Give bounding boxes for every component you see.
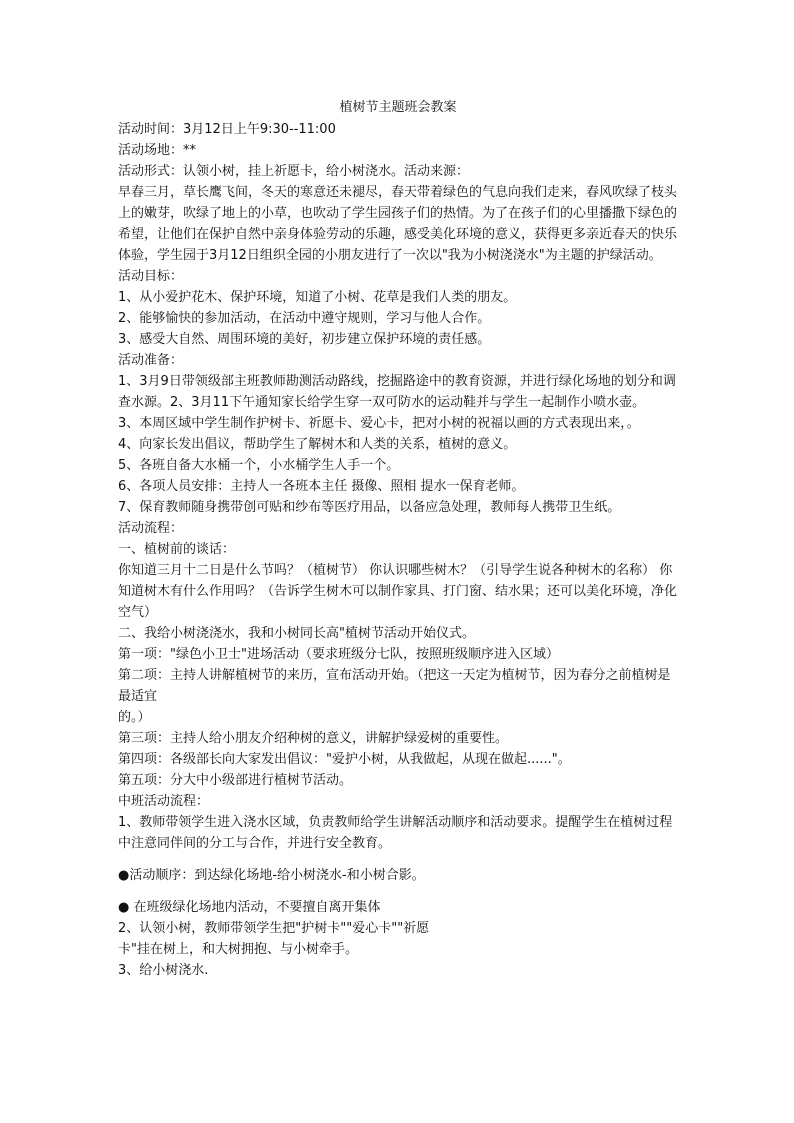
middle-class-heading: 中班活动流程： [118, 794, 210, 809]
goal-item: 3、感受大自然、周围环境的美好，初步建立保护环境的责任感。 [118, 332, 491, 347]
step-item: 第四项：各级部长向大家发出倡议："爱护小树，从我做起，从现在做起......"。 [118, 752, 571, 767]
activity-venue: 活动场地：** [118, 143, 197, 158]
middle-class-item: 3、给小树浇水. [118, 963, 209, 978]
goals-heading: 活动目标： [118, 269, 184, 284]
step-item: 第五项：分大中小级部进行植树节活动。 [118, 773, 353, 788]
step-item-continuation: 的。） [118, 710, 151, 725]
activity-origin-paragraph: 早春三月，草长鹰飞间，冬天的寒意还未褪尽，春天带着绿色的气息向我们走来，春风吹绿了枝头上的嫩芽，吹绿了地上的小草，也吹动了学生园孩子们的热情。为了在孩子们的心里播撒下绿色的希望，让他们在保护自然中亲身体验劳动的乐趣，感受美化环境的意义，获得更多亲近春天的快乐体验，学生园于3月12日组织全园的小朋友进行了一次以"我为小树浇浇水"为主题的护绿活动。 [118, 185, 678, 263]
preparation-item: 3、本周区域中学生制作护树卡、祈愿卡、爱心卡，把对小树的祝福以画的方式表现出来，。 [118, 416, 640, 431]
bullet-item: ● 在班级绿化场地内活动，不要擅自离开集体 [118, 900, 381, 915]
preparation-item: 1、3月9日带领级部主班教师勘测活动路线，挖掘路途中的教育资源，并进行绿化场地的划分和调查水源。2、3月11下午通知家长给学生穿一双可防水的运动鞋并与学生一起制作小喷水壶。 [118, 374, 676, 410]
goal-item: 1、从小爱护花木、保护环境，知道了小树、花草是我们人类的朋友。 [118, 290, 517, 305]
middle-class-item: 2、认领小树，教师带领学生把"护树卡""爱心卡""祈愿 [118, 921, 430, 936]
step-item: 第三项：主持人给小朋友介绍种树的意义，讲解护绿爱树的重要性。 [118, 731, 509, 746]
step-item: 第二项：主持人讲解植树节的来历，宣布活动开始。（把这一天定为植树节，因为春分之前植树是最适宜 [118, 668, 671, 704]
middle-class-item: 1、教师带领学生进入浇水区域，负责教师给学生讲解活动顺序和活动要求。提醒学生在植树过程中注意同伴间的分工与合作，并进行安全教育。 [118, 815, 673, 851]
document-body [118, 98, 678, 981]
spacer [118, 854, 678, 865]
section-heading: 二、我给小树浇浇水，我和小树同长高"植树节活动开始仪式。 [118, 626, 475, 641]
step-item: 第一项："绿色小卫士"进场活动（要求班级分七队，按照班级顺序进入区域） [118, 647, 559, 662]
spacer [118, 886, 678, 897]
preparation-item: 4、向家长发出倡议，帮助学生了解树木和人类的关系，植树的意义。 [118, 437, 517, 452]
talk-paragraph: 你知道三月十二日是什么节吗？（植树节） 你认识哪些树木？（引导学生说各种树木的名称） 你知道树木有什么作用吗？（告诉学生树木可以制作家具、打门窗、结水果；还可以美化环境，净化空气） [118, 563, 678, 620]
preparation-item: 5、各班自备大水桶一个，小水桶学生人手一个。 [118, 458, 400, 473]
middle-class-item-continuation: 卡"挂在树上，和大树拥抱、与小树牵手。 [118, 942, 358, 957]
page-title: 植树节主题班会教案 [339, 100, 457, 115]
goal-item: 2、能够愉快的参加活动，在活动中遵守规则，学习与他人合作。 [118, 311, 491, 326]
bullet-item: ●活动顺序：到达绿化场地-给小树浇水-和小树合影。 [118, 868, 425, 883]
section-heading: 一、植树前的谈话： [118, 542, 236, 557]
preparation-item: 7、保育教师随身携带创可贴和纱布等医疗用品，以备应急处理，教师每人携带卫生纸。 [118, 500, 621, 515]
process-heading: 活动流程： [118, 521, 184, 536]
activity-form: 活动形式：认领小树，挂上祈愿卡，给小树浇水。活动来源： [118, 164, 470, 179]
preparation-heading: 活动准备： [118, 353, 184, 368]
activity-time: 活动时间：3月12日上午9:30--11:00 [118, 122, 336, 137]
preparation-item: 6、各项人员安排：主持人一各班本主任 摄像、照相 提水一保育老师。 [118, 479, 525, 494]
